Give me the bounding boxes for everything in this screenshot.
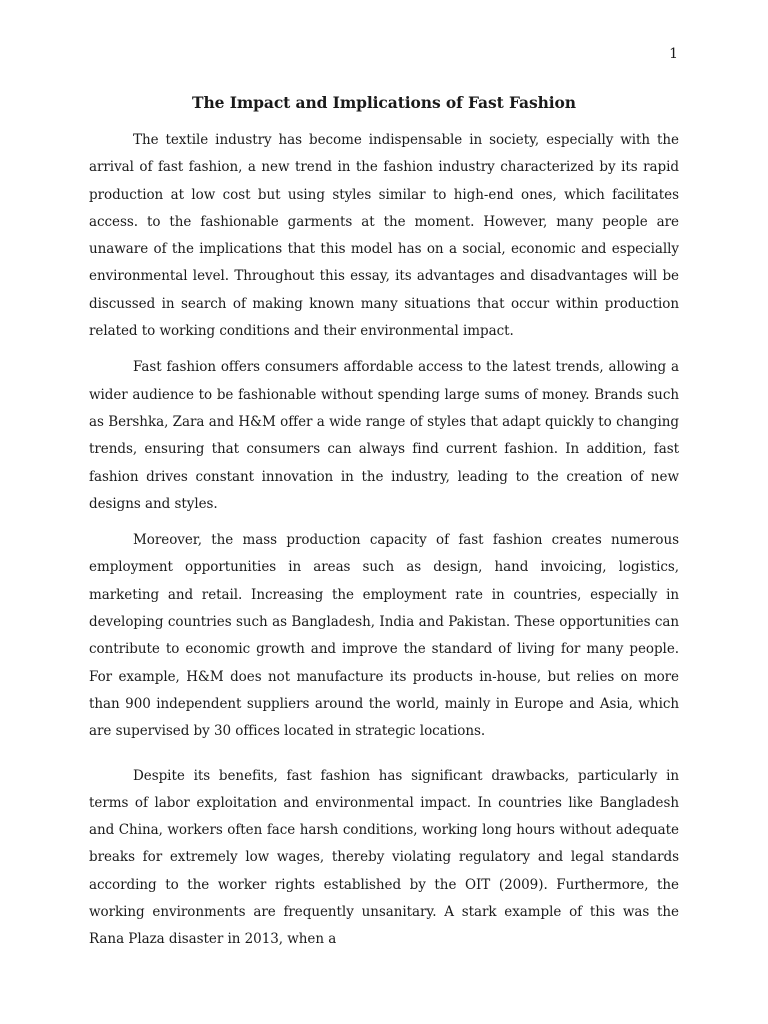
paragraph-introduction: The textile industry has become indispensable in society, especially with the arrival of fast fashion, a new trend in the fashion industry characterized by its rapid production at low cost but using styles similar to high-end ones, which facilitates access. to the fashionable garments at the moment. However, many people are unaware of the implications that this model has on a social, economic and especially environmental level. Throughout this essay, its advantages and disadvantages will be discussed in search of making known many situations that occur within production related to working conditions and their environmental impact. xyxy=(89,132,679,340)
page-number: 1 xyxy=(669,46,678,62)
document-body xyxy=(89,127,679,954)
document-title: The Impact and Implications of Fast Fashion xyxy=(192,93,576,112)
paragraph-drawbacks: Despite its benefits, fast fashion has significant drawbacks, particularly in terms of labor exploitation and environmental impact. In countries like Bangladesh and China, workers often face harsh conditions, working long hours without adequate breaks for extremely low wages, thereby violating regulatory and legal standards according to the worker rights established by the OIT (2009). Furthermore, the working environments are frequently unsanitary. A stark example of this was the Rana Plaza disaster in 2013, when a xyxy=(89,767,679,948)
paragraph-employment: Moreover, the mass production capacity of fast fashion creates numerous employment opportunities in areas such as design, hand invoicing, logistics, marketing and retail. Increasing the employment rate in countries, especially in developing countries such as Bangladesh, India and Pakistan. These opportunities can contribute to economic growth and improve the standard of living for many people. For example, H&M does not manufacture its products in-house, but relies on more than 900 independent suppliers around the world, mainly in Europe and Asia, which are supervised by 30 offices located in strategic locations. xyxy=(89,532,679,740)
paragraph-affordable-access: Fast fashion offers consumers affordable access to the latest trends, allowing a wider audience to be fashionable without spending large sums of money. Brands such as Bershka, Zara and H&M offer a wide range of styles that adapt quickly to changing trends, ensuring that consumers can always find current fashion. In addition, fast fashion drives constant innovation in the industry, leading to the creation of new designs and styles. xyxy=(89,359,679,512)
